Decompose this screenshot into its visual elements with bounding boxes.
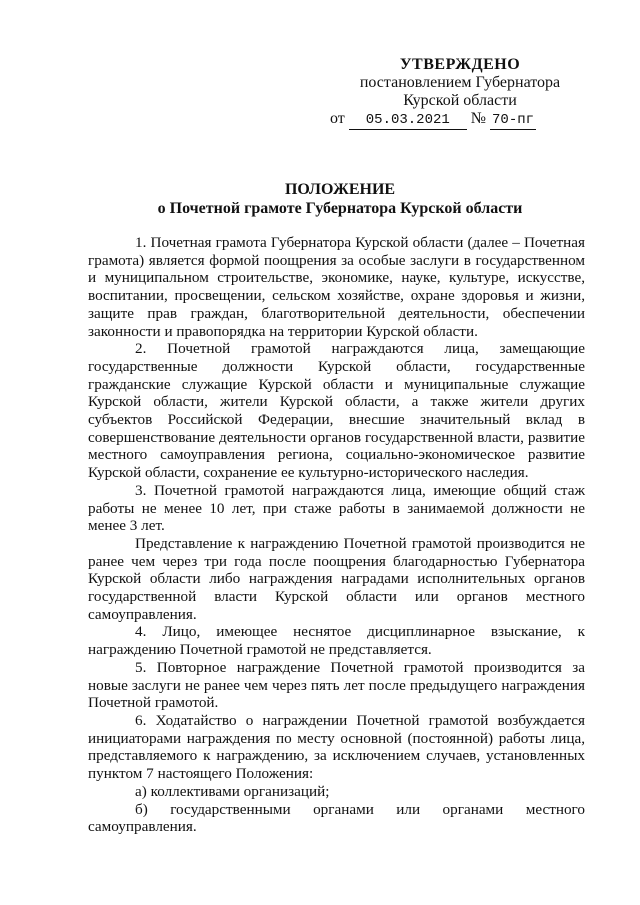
paragraph-1: 1. Почетная грамота Губернатора Курской области (далее – Почетная грамота) является формой поощрения за особые заслуги в государственном и муниципальном строительстве, экономике, науке, культуре, искусстве, воспитании, просвещении, сельском хозяйстве, охране здоровья и жизни, защите прав граждан, благотворительной деятельности, обеспечении законности и правопорядка на территории Курской области. [88,234,585,340]
paragraph-6-item-a: а) коллективами организаций; [135,782,330,800]
date-prefix: от [330,110,345,127]
decree-date: 05.03.2021 [349,111,467,130]
document-title [60,180,620,218]
decree-number: 70-пг [492,112,535,128]
paragraph-3-addendum: Представление к награждению Почетной грамотой производится не ранее чем через три года после поощрения благодарностью Губернатора Курской области либо награждения наградами исполнительных органов государственной власти Курской области или органов местного самоуправления. [88,534,585,623]
title-subtitle: о Почетной грамоте Губернатора Курской области [157,200,523,217]
approval-stamp [330,56,590,130]
paragraph-2: 2. Почетной грамотой награждаются лица, замещающие государственные должности Курской области, государственные гражданские служащие Курской области и муниципальные служащие Курской области, жители Курской области, а также жители других субъектов Российской Федерации, внесшие значительный вклад в совершенствование деятельности органов государственной власти, развитие местного самоуправления региона, социально-экономическое развитие Курской области, сохранение ее культурно-исторического наследия. [88,340,585,482]
paragraph-3: 3. Почетной грамотой награждаются лица, имеющие общий стаж работы не менее 10 лет, при стаже работы в занимаемой должности не менее 3 лет. [88,481,585,535]
approval-heading: УТВЕРЖДЕНО [399,56,521,73]
approval-line-region: Курской области [403,92,517,109]
approval-dateline [330,110,590,130]
title-main: ПОЛОЖЕНИЕ [284,181,396,198]
paragraph-6-item-b: б) государственными органами или органами местного самоуправления. [88,800,585,836]
paragraph-5: 5. Повторное награждение Почетной грамотой производится за новые заслуги не ранее чем через пять лет после предыдущего награждения Почетной грамотой. [88,658,585,712]
paragraph-6: 6. Ходатайство о награждении Почетной грамотой возбуждается инициаторами награждения по месту основной (постоянной) работы лица, представляемого к награждению, за исключением случаев, установленных пунктом 7 настоящего Положения: [88,711,585,783]
paragraph-4: 4. Лицо, имеющее неснятое дисциплинарное взыскание, к награждению Почетной грамотой не представляется. [88,623,585,659]
number-prefix: № [470,110,487,127]
document-body [88,234,585,836]
approval-line-decree: постановлением Губернатора [359,74,561,91]
